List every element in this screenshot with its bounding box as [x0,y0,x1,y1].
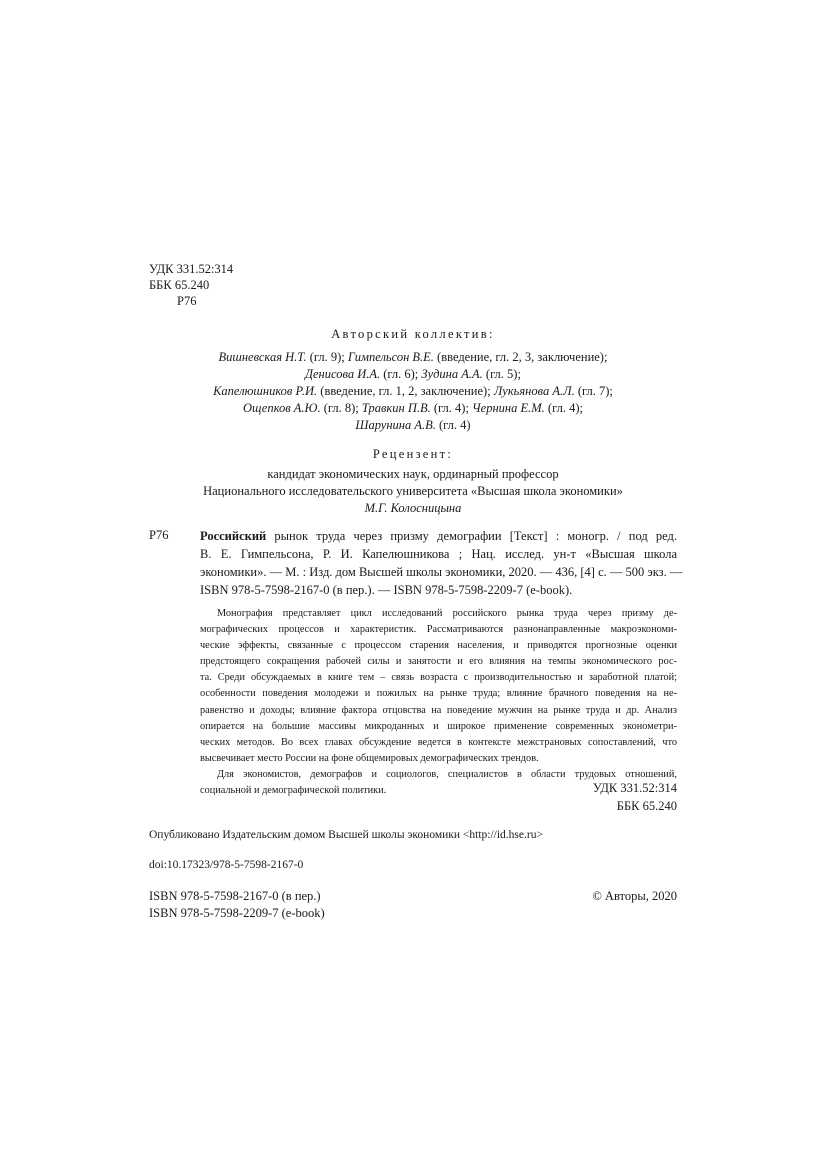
copyright: © Авторы, 2020 [592,889,677,903]
reviewer-title: Рецензент: [372,447,454,461]
author-name: Лукьянова А.Л. [493,384,575,398]
author-name: Вишневская Н.Т. [218,350,307,364]
authors-title: Авторский коллектив: [331,327,495,341]
catalog-title: Российский [200,529,267,543]
author-note: (гл. 7); [574,384,613,398]
author-name: Ощепков А.Ю. [243,401,321,415]
udk-code: УДК 331.52:314 [149,262,234,276]
catalog-line-rest: рынок труда через призму демографии [Текст] : моногр. / под ред. [266,529,677,543]
abstract-line: ческих методов. Во всех главах обсуждение ведется в контексте межстрановых сопоставлений, что [200,736,677,748]
author-name: Зудина А.А. [421,367,483,381]
catalog-line: ISBN 978-5-7598-2167-0 (в пер.). — ISBN 978-5-7598-2209-7 (e-book). [200,583,573,597]
author-name: Гимпельсон В.Е. [347,350,434,364]
bbk-code: ББК 65.240 [149,278,210,292]
authors-line [149,383,677,400]
author-name: Травкин П.В. [361,401,431,415]
audience-line: Для экономистов, демографов и социологов, специалистов в области трудовых отношений, [217,768,677,780]
reviewer-position: кандидат экономических наук, ординарный профессор [267,467,559,481]
abstract [200,606,677,799]
catalog-mark: Р76 [149,528,169,542]
authors-line [149,349,677,366]
author-note: (введение, гл. 2, 3, заключение); [433,350,608,364]
author-name: Шарунина А.В. [355,418,436,432]
author-note: (введение, гл. 1, 2, заключение); [317,384,494,398]
author-name: Денисова И.А. [305,367,381,381]
author-note: (гл. 9); [306,350,348,364]
abstract-line: предстоящего сокращения рабочей силы и занятости и его влияния на темпы экономического рос- [200,656,677,668]
author-name: Чернина Е.М. [472,401,545,415]
reviewer-affiliation: Национального исследовательского университета «Высшая школа экономики» [203,484,623,498]
abstract-line: опирается на большие массивы микроданных и широкое применение современных эконометри- [200,720,677,732]
author-note: (гл. 4) [435,418,471,432]
catalog-line [200,527,677,545]
classification-block [149,261,233,309]
author-note: (гл. 4); [430,401,473,415]
authors-line [149,400,677,417]
reviewer-name: М.Г. Колосницына [364,501,462,515]
isbn-print: ISBN 978-5-7598-2167-0 (в пер.) [149,889,321,903]
catalog-line: экономики». — М. : Изд. дом Высшей школы экономики, 2020. — 436, [4] с. — 500 экз. — [200,565,683,579]
footer-classification [449,779,677,815]
reviewer-block [149,466,677,517]
catalog-line: В. Е. Гимпельсона, Р. И. Капелюшникова ; Нац. исслед. ун-т «Высшая школа [200,547,677,561]
author-note: (гл. 5); [482,367,521,381]
authors-list [149,349,677,434]
isbn-ebook: ISBN 978-5-7598-2209-7 (e-book) [149,906,325,920]
author-note: (гл. 6); [380,367,422,381]
abstract-line: мографических процессов и характеристик. Рассматриваются разнонаправленные макроэкономи- [200,624,677,636]
author-note: (гл. 4); [544,401,583,415]
doi: doi:10.17323/978-5-7598-2167-0 [149,859,304,871]
abstract-line: высвечивает место России на фоне общемировых демографических трендов. [200,752,539,764]
audience-line: социальной и демографической политики. [200,785,387,797]
catalog-record [200,527,683,599]
publisher-note: Опубликовано Издательским домом Высшей школы экономики <http://id.hse.ru> [149,829,543,841]
author-name: Капелюшников Р.И. [213,384,318,398]
authors-line [149,417,677,434]
abstract-line: ческие эффекты, связанные с процессом старения населения, и приводятся прогнозные оценки [200,640,677,652]
author-mark: Р76 [177,294,197,308]
abstract-line: та. Среди обсуждаемых в книге тем – связь возраста с производительностью и заработной платой; [200,672,677,684]
footer-bbk: ББК 65.240 [616,799,677,813]
author-note: (гл. 8); [320,401,362,415]
authors-line [149,366,677,383]
abstract-line: Монография представляет цикл исследований российского рынка труда через призму де- [217,608,677,619]
footer-udk: УДК 331.52:314 [592,781,677,795]
abstract-line: равенство и доходы; влияние фактора отцовства на поведение мужчин на рынке труда и др. Анализ [200,704,677,716]
isbn-block [149,888,325,922]
abstract-line: особенности поведения молодежи и пожилых на рынке труда; влияние брачного поведения на не- [200,688,677,700]
